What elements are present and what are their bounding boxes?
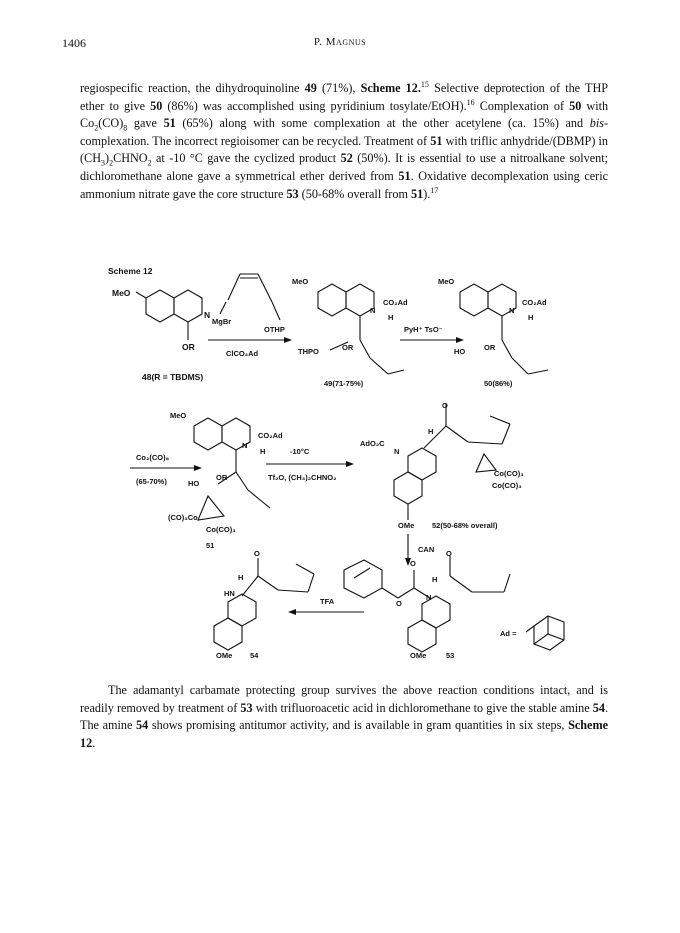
or-label: OR xyxy=(216,473,228,482)
arrow-head xyxy=(284,337,292,343)
compound-ref: 49 xyxy=(304,81,317,95)
adamantyl-structure xyxy=(526,616,564,650)
compound-50-label: 50(86%) xyxy=(484,379,513,388)
arrow-head xyxy=(194,465,202,471)
italic-text: bis xyxy=(589,116,604,131)
compound-ref: 53 xyxy=(240,700,253,715)
n-label: N xyxy=(426,593,432,602)
text: (71%), xyxy=(321,81,356,95)
arrow-head xyxy=(456,337,464,343)
scheme-ref: Scheme 12. xyxy=(360,81,421,95)
paragraph-1 xyxy=(80,80,608,203)
o-label: O xyxy=(446,549,452,558)
text: at -10 °C gave the cyclized product xyxy=(156,151,337,166)
subscript: 3 xyxy=(101,158,105,168)
scheme-drawing xyxy=(108,258,578,663)
text: regiospecific reaction, the dihydroquinoline xyxy=(80,81,300,95)
compound-49-label: 49(71-75%) xyxy=(324,379,364,388)
arrow-head xyxy=(288,609,296,615)
temperature-label: -10°C xyxy=(290,447,310,456)
ad-definition-label: Ad = xyxy=(500,629,517,638)
o-label: O xyxy=(254,549,260,558)
text: CHNO xyxy=(113,151,148,166)
text: with Co xyxy=(80,98,609,131)
compound-ref: 52 xyxy=(340,151,353,166)
text: shows promising antitumor activity, and is available in gram quantities in six steps, xyxy=(151,718,565,733)
compound-ref: 54 xyxy=(592,700,605,715)
clco2ad-label: ClCO₂Ad xyxy=(226,349,259,358)
compound-ref: 51 xyxy=(163,116,176,131)
text: . The amine xyxy=(80,700,609,733)
compound-54-label: 54 xyxy=(250,651,259,660)
text: The adamantyl carbamate protecting group survives the above reaction conditions intact, and is readily removed by treatment of xyxy=(80,683,608,715)
co2ad-label: CO₂Ad xyxy=(383,298,408,307)
compound-ref: 54 xyxy=(136,718,149,733)
h-label: H xyxy=(238,573,244,582)
text: (50%). It is essential to use a nitroalkane solvent; dichloromethane alone gave a symmetrical ether derived from xyxy=(80,151,609,183)
compound-51-label: 51 xyxy=(206,541,215,550)
n-label: N xyxy=(394,447,400,456)
paragraph-2 xyxy=(80,682,608,752)
h-label: H xyxy=(388,313,394,322)
tf2o-label: Tf₂O, (CH₃)₂CHNO₂ xyxy=(268,473,337,482)
n-label: N xyxy=(204,310,211,320)
text: Selective deprotection of the THP ether to give xyxy=(80,81,609,113)
text: (50-68% overall from xyxy=(301,186,408,201)
mgbr-label: MgBr xyxy=(212,317,232,326)
compound-ref: 53 xyxy=(286,186,299,201)
coco3-label: Co(CO)₃ xyxy=(494,469,524,478)
ho-label: HO xyxy=(454,347,466,356)
n-label: N xyxy=(242,441,248,450)
o-label: O xyxy=(442,401,448,410)
ome-label: OMe xyxy=(216,651,233,660)
text: ). xyxy=(423,186,431,201)
text: ) xyxy=(105,151,110,166)
scheme-title: Scheme 12 xyxy=(108,266,153,276)
pyh-tso-label: PyH⁺ TsO⁻ xyxy=(404,325,443,334)
text: with triflic anhydride/(DBMP) in (CH xyxy=(80,133,609,166)
reference-number: 17 xyxy=(430,185,439,195)
o-label: O xyxy=(396,599,402,608)
compound-54-structure xyxy=(214,558,314,650)
subscript: 2 xyxy=(109,158,114,168)
subscript: 8 xyxy=(123,123,128,133)
running-head: P. Magnus xyxy=(313,36,367,48)
ho-label: HO xyxy=(188,479,200,488)
compound-53-label: 53 xyxy=(446,651,455,660)
coco3-label: Co(CO)₃ xyxy=(206,525,236,534)
h-label: H xyxy=(528,313,534,322)
co2co8-label: Co₂(CO)₈ xyxy=(136,453,170,462)
compound-48-structure xyxy=(136,290,202,340)
or-label: OR xyxy=(342,343,354,352)
compound-ref: 51 xyxy=(430,133,443,148)
text: . xyxy=(92,735,96,750)
arrow-head xyxy=(346,461,354,467)
othp-label: OTHP xyxy=(264,325,285,334)
reference-number: 15 xyxy=(420,79,429,89)
n-label: N xyxy=(509,306,515,315)
page-header xyxy=(0,36,680,54)
can-label: CAN xyxy=(418,545,435,554)
n-label: N xyxy=(370,306,376,315)
compound-48-label: 48(R = TBDMS) xyxy=(142,372,204,382)
page-number: 1406 xyxy=(62,36,86,50)
h-label: H xyxy=(432,575,438,584)
text: . Oxidative decomplexation using ceric ammonium nitrate gave the core structure xyxy=(80,168,609,201)
hn-label: HN xyxy=(224,589,235,598)
compound-ref: 50 xyxy=(150,98,163,113)
tfa-label: TFA xyxy=(320,597,335,606)
h-label: H xyxy=(260,447,266,456)
enyne-reagent-structure xyxy=(220,274,280,320)
text: (65%) along with some complexation at the other acetylene (ca. 15%) and xyxy=(182,116,584,131)
text: with trifluoroacetic acid in dichloromethane to give the stable amine xyxy=(255,700,590,715)
ado2c-label: AdO₂C xyxy=(360,439,385,448)
yield-label: (65-70%) xyxy=(136,477,167,486)
o-label: O xyxy=(410,559,416,568)
compound-ref: 50 xyxy=(569,98,582,113)
text: (86%) was accomplished using pyridinium tosylate/EtOH). xyxy=(167,98,467,113)
co2ad-label: CO₂Ad xyxy=(522,298,547,307)
coco3-label: Co(CO)₃ xyxy=(492,481,522,490)
meo-label: MeO xyxy=(112,288,131,298)
compound-52-label: 52(50-68% overall) xyxy=(432,521,498,530)
text: (CO) xyxy=(98,116,124,131)
meo-label: MeO xyxy=(438,277,455,286)
text: gave xyxy=(133,116,157,131)
compound-ref: 51 xyxy=(398,168,411,183)
coco3-label: (CO)₃Co xyxy=(168,513,198,522)
or-label: OR xyxy=(484,343,496,352)
h-label: H xyxy=(428,427,434,436)
text: Complexation of xyxy=(479,98,565,113)
ome-label: OMe xyxy=(398,521,415,530)
compound-53-structure xyxy=(344,556,510,652)
subscript: 2 xyxy=(94,123,99,133)
text: -complexation. The incorrect regioisomer can be recycled. Treatment of xyxy=(80,116,609,148)
compound-52-structure xyxy=(394,404,510,520)
or-label: OR xyxy=(182,342,195,352)
subscript: 2 xyxy=(147,158,152,168)
reaction-scheme xyxy=(108,258,578,663)
ome-label: OMe xyxy=(410,651,427,660)
meo-label: MeO xyxy=(170,411,187,420)
reference-number: 16 xyxy=(466,97,475,107)
meo-label: MeO xyxy=(292,277,309,286)
co2ad-label: CO₂Ad xyxy=(258,431,283,440)
thpo-label: THPO xyxy=(298,347,319,356)
compound-ref: 51 xyxy=(411,186,424,201)
scheme-ref: Scheme 12 xyxy=(80,718,609,750)
